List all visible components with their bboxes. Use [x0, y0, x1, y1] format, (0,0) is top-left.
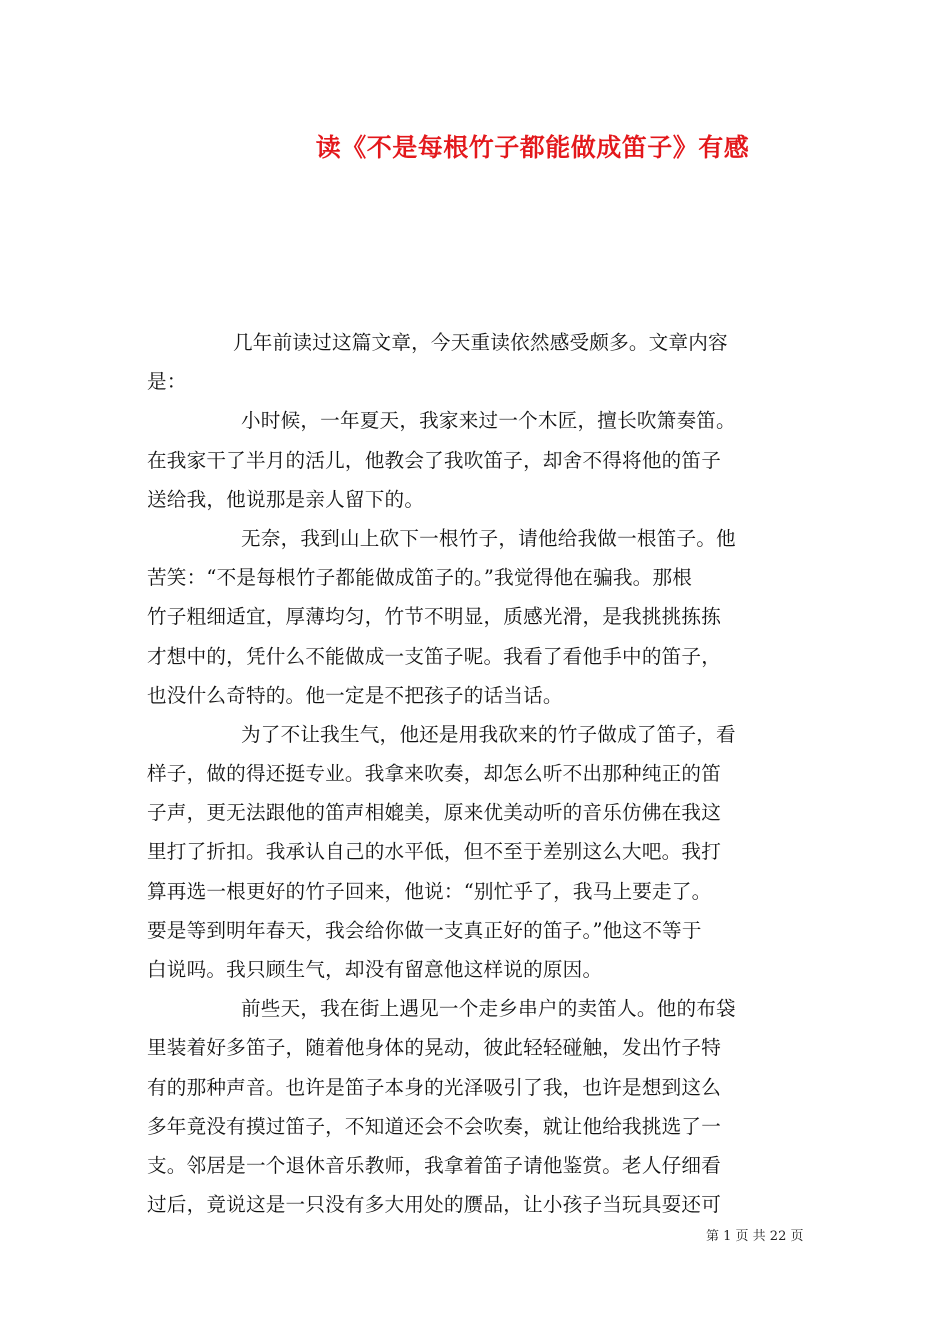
article-body: [147, 323, 803, 1224]
text-line: 子声，更无法跟他的笛声相媲美，原来优美动听的音乐仿佛在我这: [147, 801, 722, 825]
text-line: 支。邻居是一个退休音乐教师，我拿着笛子请他鉴赏。老人仔细看: [147, 1153, 722, 1177]
text-line: 多年竟没有摸过笛子，不知道还会不会吹奏，就让他给我挑选了一: [147, 1114, 722, 1138]
page-number: 第 1 页 共 22 页: [706, 1229, 804, 1244]
text-line: 几年前读过这篇文章，今天重读依然感受颇多。文章内容: [233, 331, 728, 354]
text-line: 算再选一根更好的竹子回来，他说：“别忙乎了，我马上要走了。: [147, 879, 712, 903]
text-line: 在我家干了半月的活儿，他教会了我吹笛子，却舍不得将他的笛子: [147, 448, 722, 472]
text-line: 过后，竟说这是一只没有多大用处的赝品，让小孩子当玩具耍还可: [147, 1193, 722, 1217]
text-line: 要是等到明年春天，我会给你做一支真正好的笛子。”他这不等于: [147, 918, 702, 942]
text-line: 竹子粗细适宜，厚薄均匀，竹节不明显，质感光滑，是我挑挑拣拣: [147, 605, 722, 629]
text-line: 也没什么奇特的。他一定是不把孩子的话当话。: [147, 683, 563, 707]
text-line: 无奈，我到山上砍下一根竹子，请他给我做一根笛子。他: [241, 526, 736, 550]
text-line: 有的那种声音。也许是笛子本身的光泽吸引了我，也许是想到这么: [147, 1075, 722, 1099]
text-line: 里装着好多笛子，随着他身体的晃动，彼此轻轻碰触，发出竹子特: [147, 1036, 722, 1060]
text-line: 样子，做的得还挺专业。我拿来吹奏，却怎么听不出那种纯正的笛: [147, 762, 722, 786]
text-line: 里打了折扣。我承认自己的水平低，但不至于差别这么大吧。我打: [147, 840, 722, 864]
text-line: 送给我，他说那是亲人留下的。: [147, 487, 425, 511]
page-title: 读《不是每根竹子都能做成笛子》有感: [315, 133, 750, 162]
text-line: 白说吗。我只顾生气，却没有留意他这样说的原因。: [147, 958, 603, 981]
text-line: 前些天，我在街上遇见一个走乡串户的卖笛人。他的布袋: [241, 997, 736, 1021]
text-line: 小时候，一年夏天，我家来过一个木匠，擅长吹箫奏笛。: [241, 409, 736, 433]
text-line: 是：: [147, 370, 187, 394]
text-line: 才想中的，凭什么不能做成一支笛子呢。我看了看他手中的笛子，: [147, 644, 722, 668]
text-line: 为了不让我生气，他还是用我砍来的竹子做成了笛子，看: [241, 722, 736, 746]
text-line: 苦笑：“不是每根竹子都能做成笛子的。”我觉得他在骗我。那根: [147, 566, 693, 590]
